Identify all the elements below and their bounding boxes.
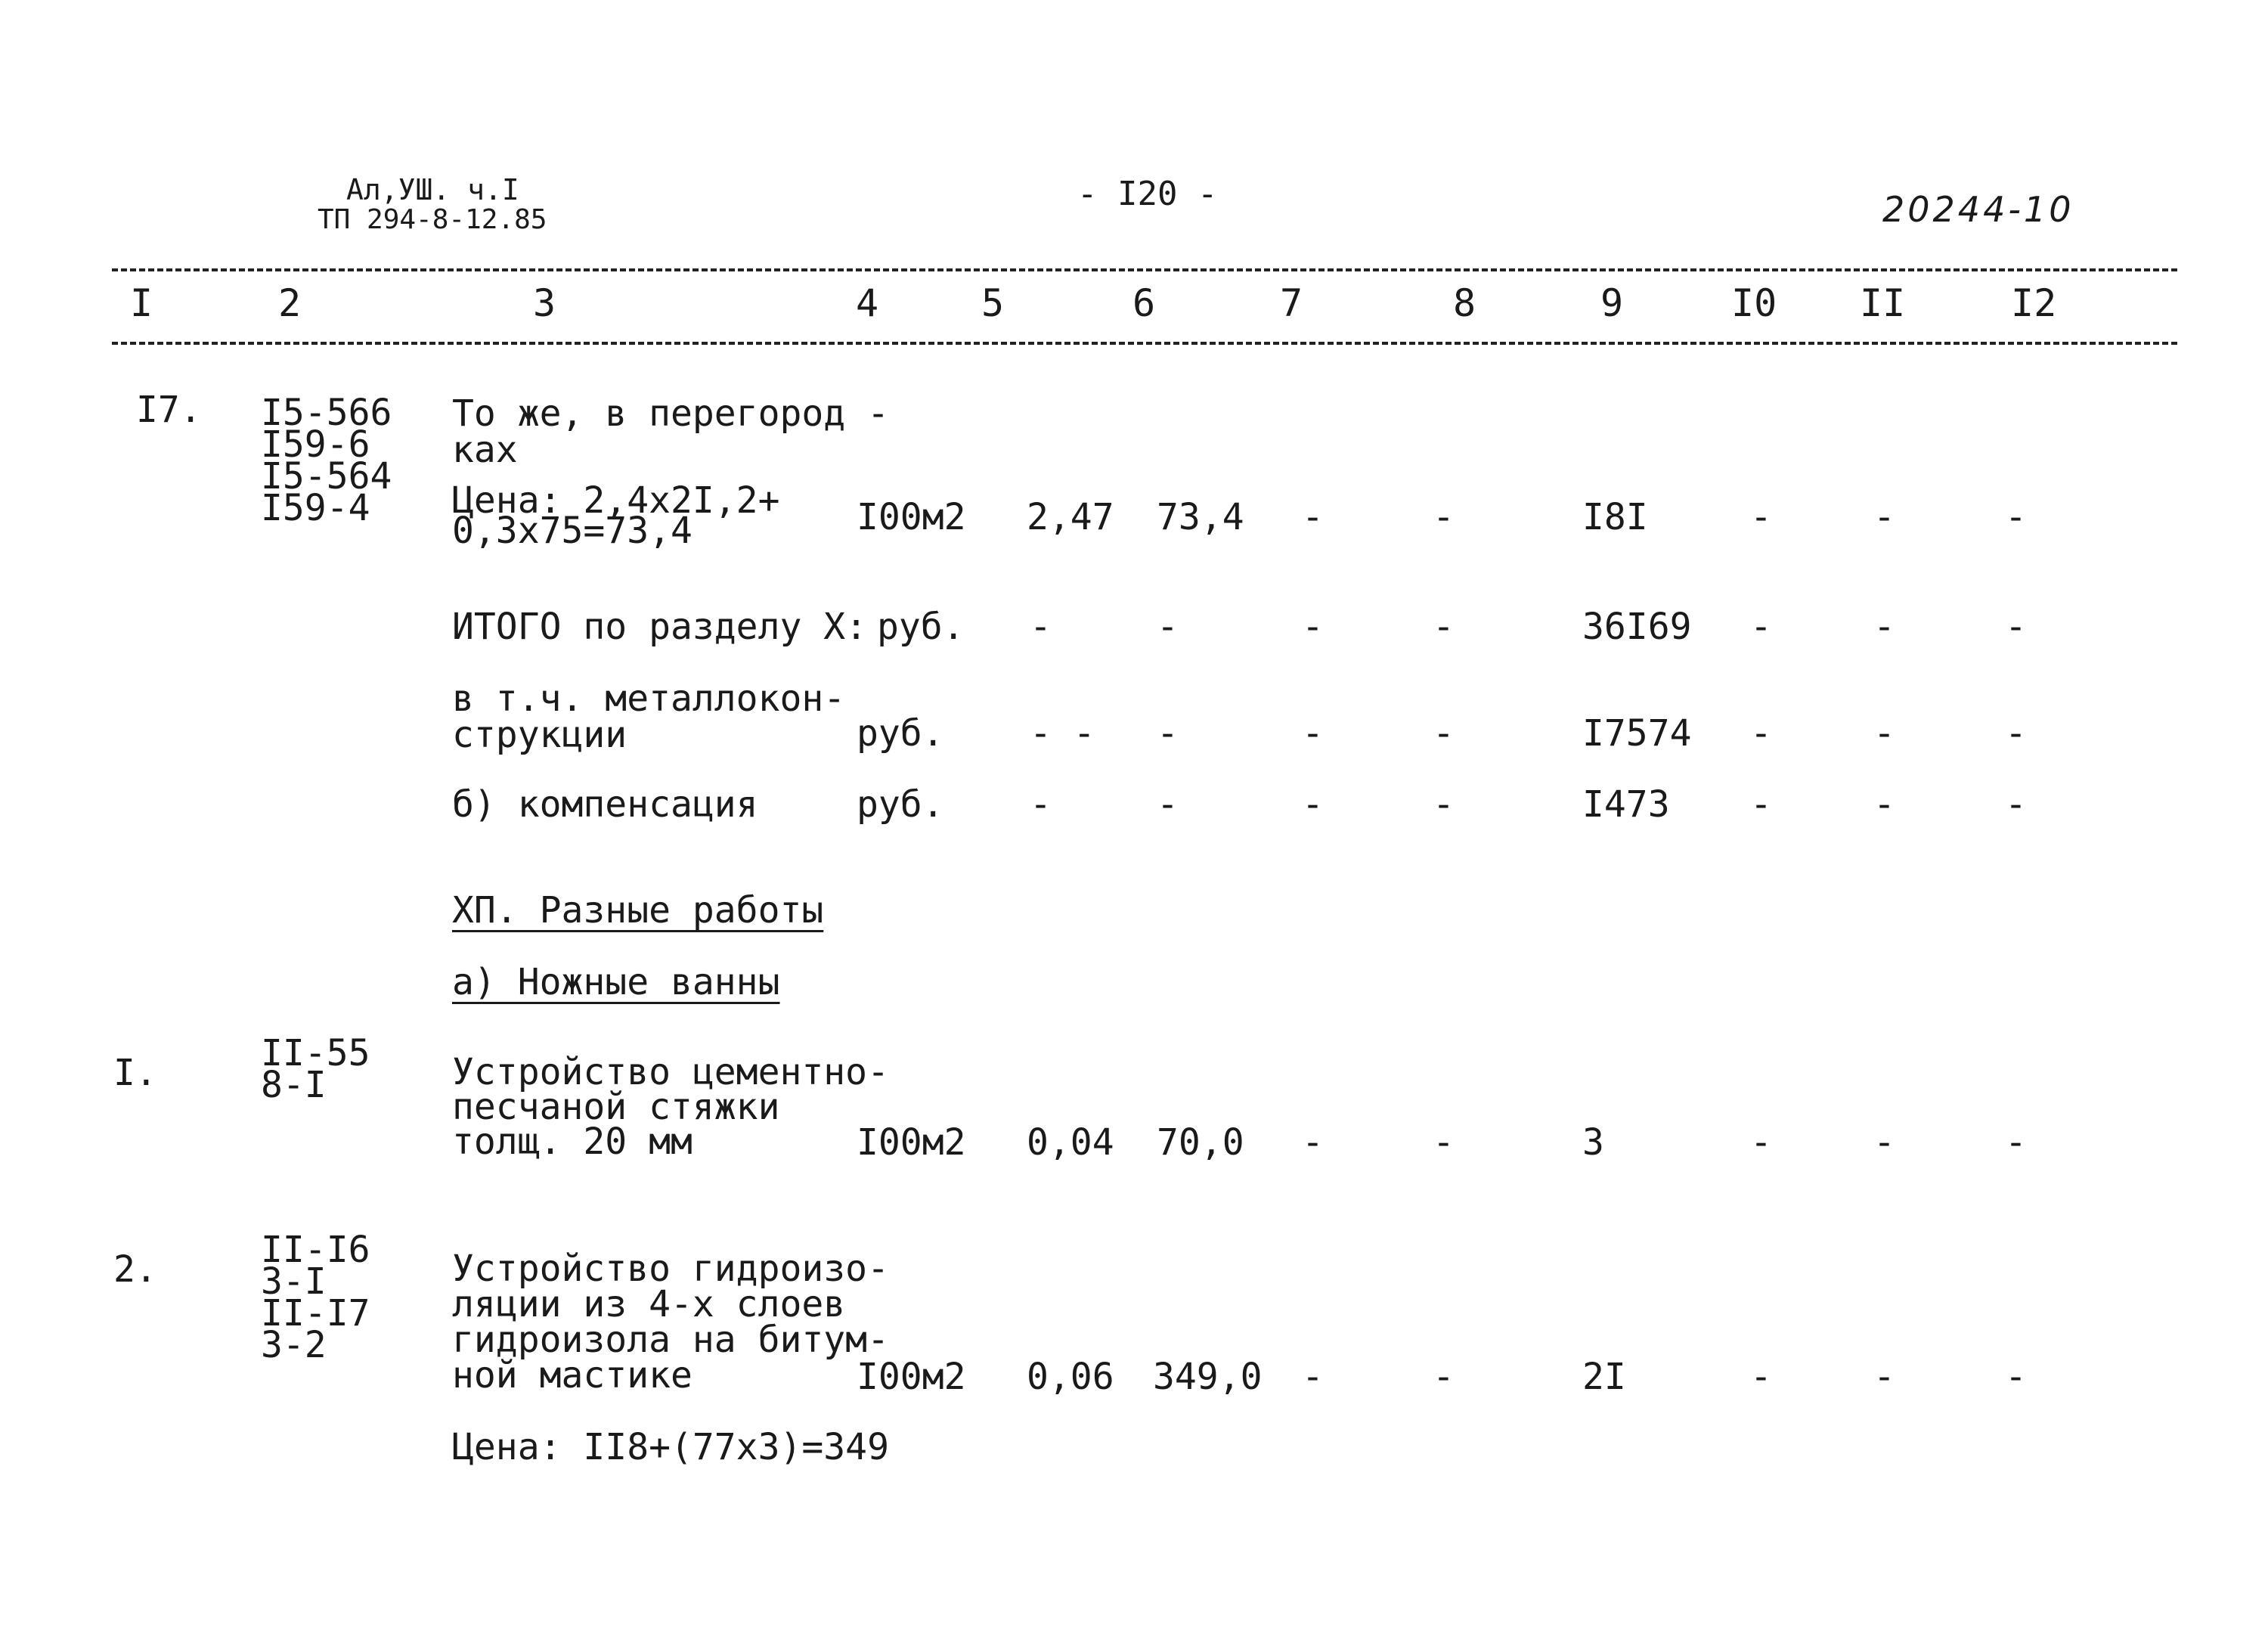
work-description: То же, в перегород - ках xyxy=(452,392,889,471)
col10-value: - xyxy=(1750,783,1772,826)
page-number: - I20 - xyxy=(1077,175,1218,213)
col11-value: - xyxy=(1873,496,1895,538)
col9-value: I8I xyxy=(1582,496,1648,538)
column-number-10: I0 xyxy=(1731,281,1777,325)
col12-value: - xyxy=(2005,496,2027,538)
section-total-label: ИТОГО по разделу X: xyxy=(452,606,868,648)
doc-reference-line1: Ал,УШ. ч.I xyxy=(346,173,519,206)
work-description: Устройство цементно- песчаной стяжки толщ. 20 мм xyxy=(452,1051,889,1163)
price-calculation: Цена: 2,4x2I,2+ 0,3x75=73,4 xyxy=(452,479,780,552)
unit: I00м2 xyxy=(857,1121,966,1164)
col12-value: - xyxy=(2005,606,2027,648)
handwritten-code: 20244-10 xyxy=(1882,189,2074,230)
row-number: I7. xyxy=(136,389,202,431)
unit: I00м2 xyxy=(857,1356,966,1398)
column-number-7: 7 xyxy=(1280,281,1303,325)
col11-value: - xyxy=(1873,712,1895,755)
col9-value: 36I69 xyxy=(1582,606,1692,648)
metal-structures-label: в т.ч. металлокон- струкции xyxy=(452,677,846,756)
norm-codes: II-I6 3-I II-I7 3-2 xyxy=(261,1229,370,1366)
doc-reference-line2: ТП 294-8-12.85 xyxy=(318,204,547,235)
header-bottom-rule xyxy=(112,342,2177,345)
column-number-6: 6 xyxy=(1132,281,1156,325)
column-number-11: II xyxy=(1860,281,1906,325)
col9-value: 3 xyxy=(1582,1121,1604,1164)
price-calculation: Цена: II8+(77x3)=349 xyxy=(452,1426,889,1468)
col11-value: - xyxy=(1873,783,1895,826)
col12-value: - xyxy=(2005,1356,2027,1398)
col6-value: - xyxy=(1157,783,1179,826)
col8-value: - xyxy=(1433,606,1455,648)
row-number: I. xyxy=(113,1052,157,1094)
col5-value: - xyxy=(1030,606,1052,648)
column-number-4: 4 xyxy=(856,281,879,325)
col11-value: - xyxy=(1873,1356,1895,1398)
col10-value: - xyxy=(1750,1356,1772,1398)
unit-price: 70,0 xyxy=(1157,1121,1244,1164)
col7-value: - xyxy=(1302,1121,1324,1164)
column-number-9: 9 xyxy=(1600,281,1624,325)
col6-value: - xyxy=(1157,712,1179,755)
col12-value: - xyxy=(2005,712,2027,755)
col9-value: I7574 xyxy=(1582,712,1692,755)
col8-value: - xyxy=(1433,1121,1455,1164)
unit: руб. xyxy=(857,783,944,826)
col6-value: - xyxy=(1157,606,1179,648)
col7-value: - xyxy=(1302,496,1324,538)
col10-value: - xyxy=(1750,1121,1772,1164)
row-number: 2. xyxy=(113,1248,157,1291)
column-number-3: 3 xyxy=(533,281,556,325)
column-number-12: I2 xyxy=(2011,281,2057,325)
col11-value: - xyxy=(1873,606,1895,648)
unit: I00м2 xyxy=(857,496,966,538)
unit: руб. xyxy=(857,712,944,755)
unit: руб. xyxy=(877,606,965,648)
column-number-5: 5 xyxy=(981,281,1005,325)
col9-value: 2I xyxy=(1582,1356,1626,1398)
col8-value: - xyxy=(1433,1356,1455,1398)
col8-value: - xyxy=(1433,712,1455,755)
col10-value: - xyxy=(1750,606,1772,648)
column-number-8: 8 xyxy=(1453,281,1476,325)
compensation-label: б) компенсация xyxy=(452,783,758,826)
col9-value: I473 xyxy=(1582,783,1670,826)
quantity: 0,04 xyxy=(1027,1121,1114,1164)
col8-value: - xyxy=(1433,783,1455,826)
col12-value: - xyxy=(2005,783,2027,826)
col7-value: - xyxy=(1302,606,1324,648)
norm-codes: II-55 8-I xyxy=(261,1032,370,1106)
col7-value: - xyxy=(1302,712,1324,755)
header-top-rule xyxy=(112,268,2177,271)
unit-price: 349,0 xyxy=(1153,1356,1263,1398)
norm-codes: I5-566 I59-6 I5-564 I59-4 xyxy=(261,392,392,529)
subsection-heading: а) Ножные ванны xyxy=(452,961,780,1003)
col5-value: - xyxy=(1030,783,1052,826)
column-number-2: 2 xyxy=(278,281,302,325)
work-description: Устройство гидроизо- ляции из 4-х слоев гидроизола на битум- ной мастике xyxy=(452,1248,889,1397)
quantity: 2,47 xyxy=(1027,496,1114,538)
col11-value: - xyxy=(1873,1121,1895,1164)
col10-value: - xyxy=(1750,712,1772,755)
col5-value: - - xyxy=(1030,712,1095,755)
quantity: 0,06 xyxy=(1027,1356,1114,1398)
col10-value: - xyxy=(1750,496,1772,538)
col7-value: - xyxy=(1302,1356,1324,1398)
col8-value: - xyxy=(1433,496,1455,538)
col7-value: - xyxy=(1302,783,1324,826)
col12-value: - xyxy=(2005,1121,2027,1164)
section-heading: ХП. Разные работы xyxy=(452,889,824,932)
column-number-1: I xyxy=(130,281,153,325)
unit-price: 73,4 xyxy=(1157,496,1244,538)
